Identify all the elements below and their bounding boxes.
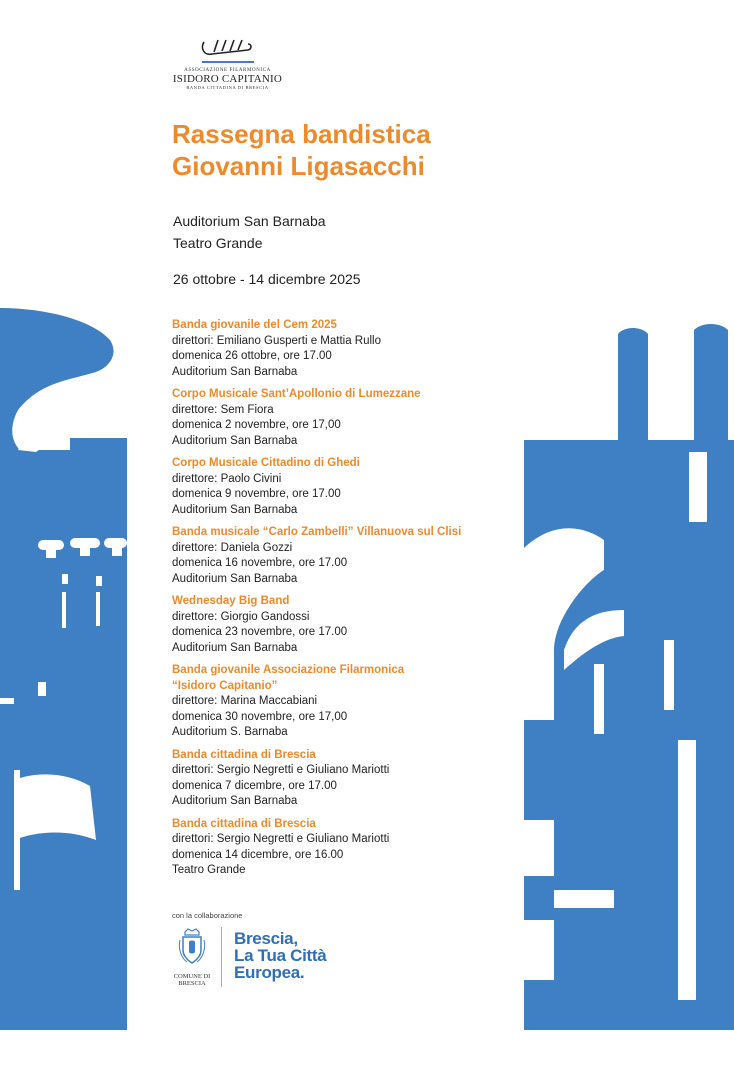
event-datetime: domenica 7 dicembre, ore 17.00 — [172, 779, 337, 792]
brand-line-1: Brescia, — [234, 929, 298, 948]
event-band: Banda cittadina di Brescia — [172, 748, 316, 761]
event-datetime: domenica 26 ottobre, ore 17.00 — [172, 350, 332, 362]
event-datetime: domenica 9 novembre, ore 17.00 — [172, 488, 341, 500]
band-logo-icon — [198, 36, 258, 66]
brescia-european-city-logo — [234, 930, 326, 981]
event-director: direttori: Sergio Negretti e Giuliano Mariotti — [172, 833, 390, 845]
logo-sub-text: BANDA CITTADINA DI BRESCIA — [186, 85, 269, 90]
event-venue: Auditorium San Barnaba — [172, 641, 298, 654]
event-director: direttori: Sergio Negretti e Giuliano Mariotti — [172, 764, 390, 776]
event-datetime: domenica 23 novembre, ore 17.00 — [172, 626, 348, 638]
event-item — [172, 663, 517, 741]
event-venue: Auditorium San Barnaba — [172, 365, 298, 378]
event-venue: Auditorium San Barnaba — [172, 795, 298, 807]
event-datetime: domenica 2 novembre, ore 17,00 — [172, 419, 341, 431]
event-director: direttore: Paolo Civini — [172, 472, 282, 485]
event-director: direttore: Marina Maccabiani — [172, 695, 318, 707]
event-band-line-2: “Isidoro Capitanio” — [172, 679, 278, 692]
event-datetime: domenica 30 novembre, ore 17,00 — [172, 710, 348, 723]
event-item — [172, 456, 517, 518]
brand-line-3: Europea. — [234, 963, 305, 982]
event-band: Corpo Musicale Sant’Apollonio di Lumezzane — [172, 388, 421, 400]
event-band: Corpo Musicale Cittadino di Ghedi — [172, 457, 360, 469]
event-band: Wednesday Big Band — [172, 595, 290, 607]
event-item — [172, 748, 517, 810]
venue-1: Auditorium San Barnaba — [173, 213, 326, 229]
venue-2: Teatro Grande — [173, 235, 263, 251]
comune-label-1: COMUNE DI — [173, 973, 211, 980]
event-director: direttore: Giorgio Gandossi — [172, 610, 310, 623]
comune-logo — [172, 928, 212, 990]
brand-line-2: La Tua Città — [234, 946, 327, 965]
event-director: direttore: Daniela Gozzi — [172, 541, 293, 554]
trumpet-illustration — [524, 320, 734, 1030]
coat-of-arms-icon — [177, 928, 207, 968]
organizer-logo — [170, 36, 285, 102]
title-line-2: Giovanni Ligasacchi — [172, 151, 425, 181]
event-venue: Teatro Grande — [172, 864, 246, 876]
event-item — [172, 594, 517, 656]
festival-dates: 26 ottobre - 14 dicembre 2025 — [173, 271, 361, 287]
event-datetime: domenica 14 dicembre, ore 16.00 — [172, 848, 344, 861]
event-item — [172, 525, 517, 587]
event-director: direttori: Emiliano Gusperti e Mattia Rullo — [172, 334, 381, 347]
event-venue: Auditorium San Barnaba — [172, 503, 298, 516]
event-venue: Auditorium S. Barnaba — [172, 726, 288, 738]
footer-divider — [221, 927, 222, 987]
event-item — [172, 387, 517, 449]
event-item — [172, 318, 517, 380]
poster-title — [172, 118, 431, 182]
event-band: Banda giovanile Associazione Filarmonica — [172, 664, 405, 676]
logo-top-text: ASSOCIAZIONE FILARMONICA — [184, 68, 271, 73]
comune-label-2: BRESCIA — [178, 980, 206, 987]
event-band: Banda cittadina di Brescia — [172, 817, 316, 830]
collaboration-label: con la collaborazione — [172, 911, 243, 920]
organizer-name: ISIDORO CAPITANIO — [172, 73, 283, 85]
event-director: direttore: Sem Fiora — [172, 403, 274, 416]
event-venue: Auditorium San Barnaba — [172, 572, 298, 585]
tuba-illustration — [0, 300, 127, 1030]
event-datetime: domenica 16 novembre, ore 17.00 — [172, 557, 348, 569]
event-band: Banda giovanile del Cem 2025 — [172, 319, 337, 331]
event-item — [172, 817, 517, 879]
event-band: Banda musicale “Carlo Zambelli” Villanuova sul Clisi — [172, 526, 462, 538]
event-venue: Auditorium San Barnaba — [172, 434, 298, 447]
venues-list — [173, 210, 326, 254]
concert-program — [172, 318, 517, 886]
title-line-1: Rassegna bandistica — [172, 119, 431, 149]
